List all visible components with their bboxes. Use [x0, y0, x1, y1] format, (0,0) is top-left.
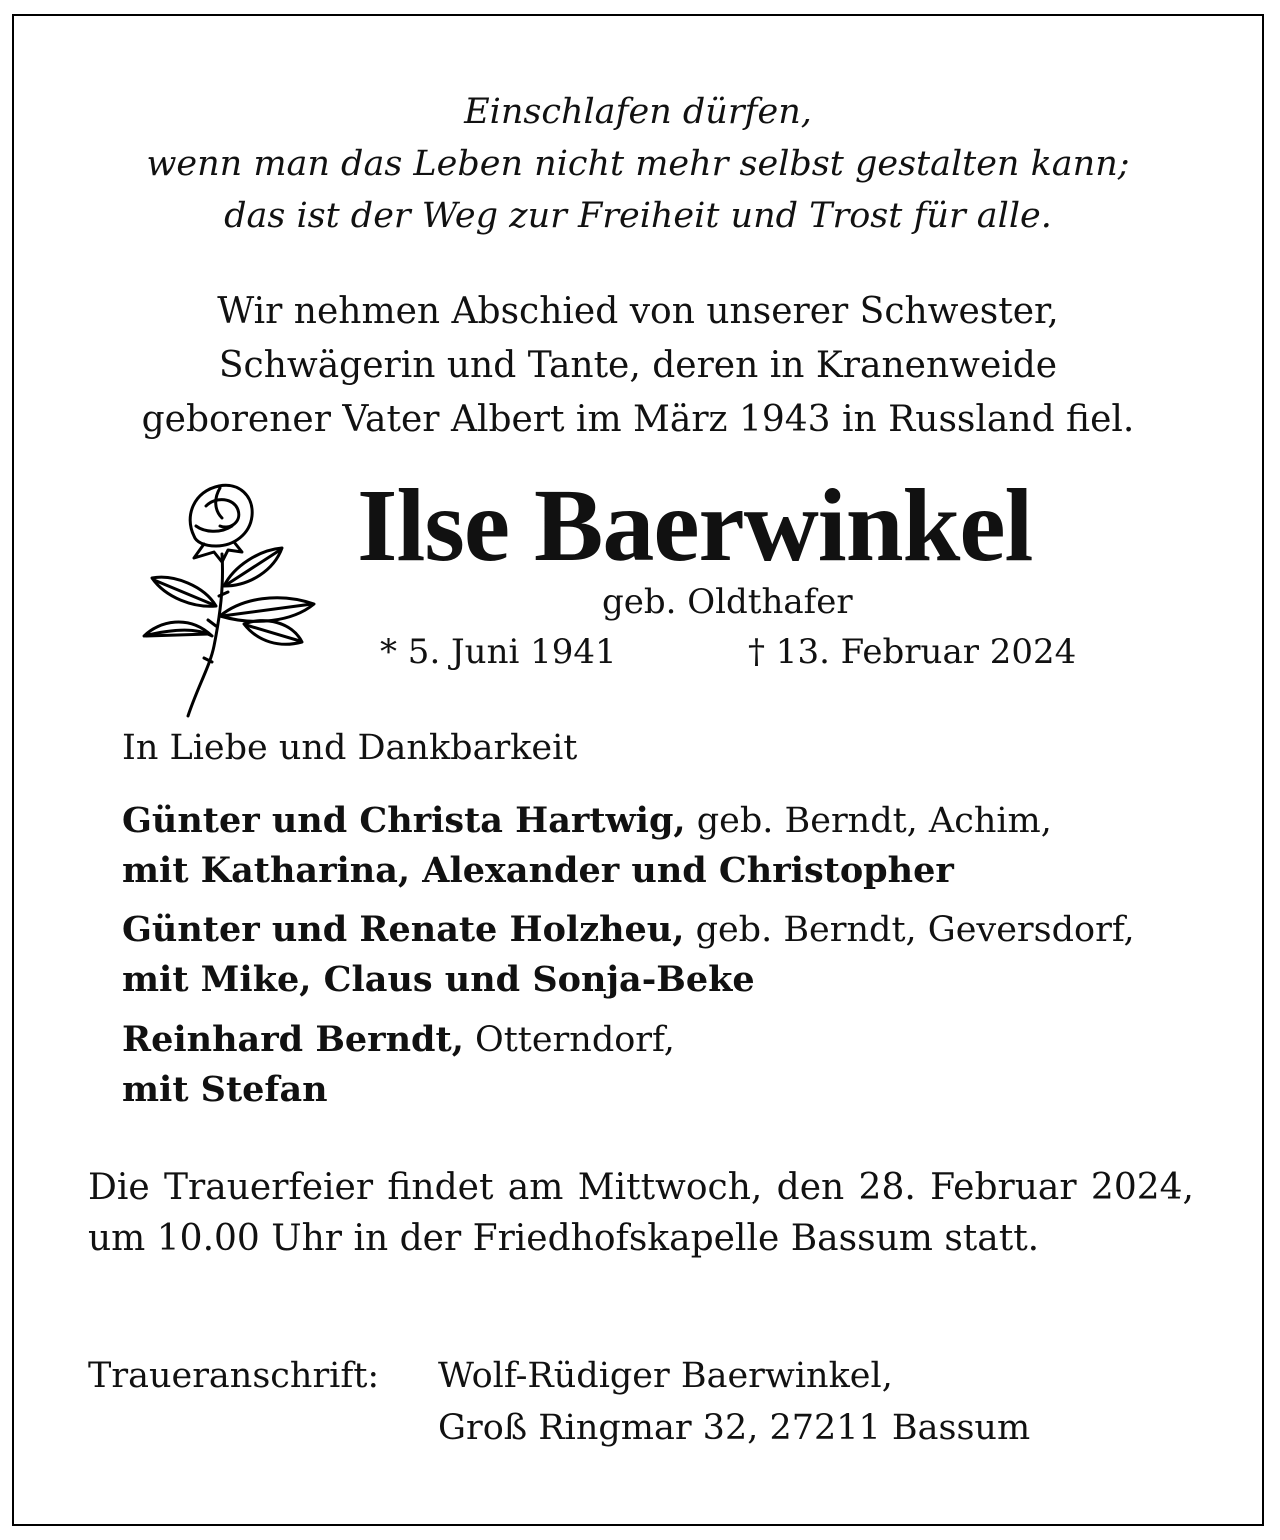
birth-date: * 5. Juni 1941 [380, 632, 617, 672]
obituary-notice [12, 14, 1264, 1526]
family-1-line-1 [122, 800, 1052, 841]
family-2-line-1 [122, 909, 1135, 950]
family-1-names: Günter und Christa Hartwig, [122, 800, 686, 841]
birth-name: geb. Oldthafer [602, 582, 853, 622]
family-3-details: Otterndorf, [463, 1020, 675, 1060]
intro-line-2: Schwägerin und Tante, deren in Kranenweide [218, 345, 1058, 386]
deceased-name: Ilse Baerwinkel [357, 468, 1033, 583]
family-3-line-1 [122, 1019, 675, 1060]
death-date: † 13. Februar 2024 [748, 632, 1077, 672]
family-1-details: geb. Berndt, Achim, [685, 801, 1052, 841]
intro-line-1: Wir nehmen Abschied von unserer Schwester, [217, 291, 1059, 332]
family-3-names: Reinhard Berndt, [122, 1019, 464, 1060]
address-line-1: Wolf-Rüdiger Baerwinkel, [438, 1356, 893, 1396]
intro-line-3: geborener Vater Albert im März 1943 in Russland fiel. [141, 399, 1135, 440]
quote-line-3: das ist der Weg zur Freiheit und Trost für alle. [224, 196, 1052, 236]
quote-line-1: Einschlafen dürfen, [464, 92, 812, 132]
address-line-2: Groß Ringmar 32, 27211 Bassum [438, 1408, 1031, 1448]
family-2-names: Günter und Renate Holzheu, [122, 909, 685, 950]
quote-line-2: wenn man das Leben nicht mehr selbst gestalten kann; [146, 144, 1130, 184]
family-1-with: mit Katharina, Alexander und Christopher [122, 850, 954, 891]
greeting: In Liebe und Dankbarkeit [122, 728, 578, 768]
family-3-with: mit Stefan [122, 1069, 328, 1110]
rose-icon [124, 466, 324, 726]
funeral-info: Die Trauerfeier findet am Mittwoch, den 28. Februar 2024, um 10.00 Uhr in der Friedhofskapelle Bassum statt. [88, 1167, 1194, 1259]
family-2-details: geb. Berndt, Geversdorf, [684, 910, 1135, 950]
address-label: Traueranschrift: [88, 1356, 380, 1396]
family-2-with: mit Mike, Claus und Sonja-Beke [122, 959, 755, 1000]
